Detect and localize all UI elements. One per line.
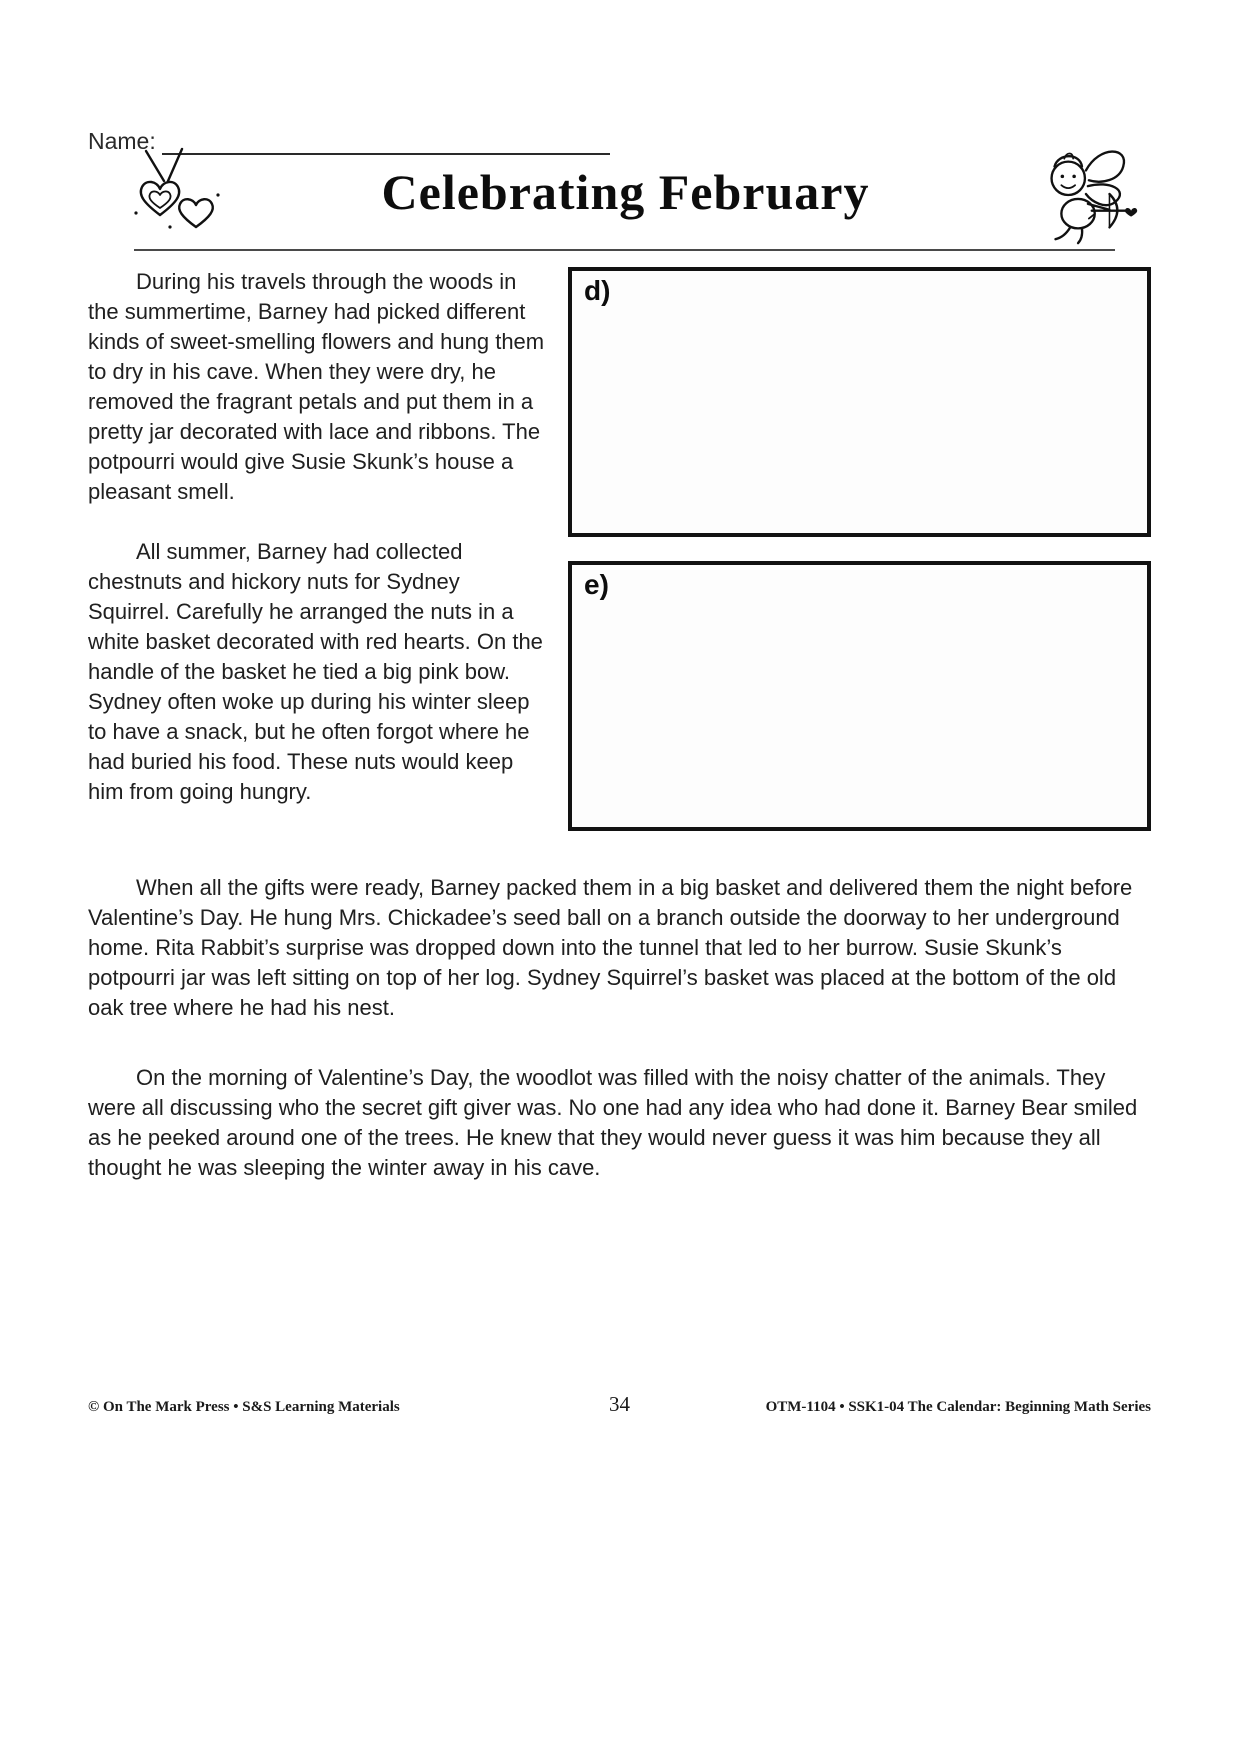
story-paragraph-4: On the morning of Valentine’s Day, the woodlot was filled with the noisy chatter of the animals. They were all discussing who the secret gift giver was. No one had any idea who had done it. Barney Bear smiled as he peeked around one of the trees. He knew that they would never guess it was him because they all thought he was sleeping the winter away in his cave. [88, 1065, 1138, 1180]
story-paragraph-2: All summer, Barney had collected chestnuts and hickory nuts for Sydney Squirrel. Carefully he arranged the nuts in a white basket decorated with red hearts. On the handle of the basket he tied a big pink bow. Sydney often woke up during his winter sleep to have a snack, but he often forgot where he had buried his food. These nuts would keep him from going hungry. [88, 539, 543, 804]
heart-locket-icon [122, 147, 234, 243]
title-row [88, 141, 1151, 249]
story-paragraph-1: During his travels through the woods in the summertime, Barney had picked different kinds of sweet-smelling flowers and hung them to dry in his cave. When they were dry, he removed the fragrant petals and put them in a pretty jar decorated with lace and ribbons. The potpourri would give Susie Skunk’s house a pleasant smell. [88, 269, 545, 504]
page-footer [88, 1392, 1151, 1417]
footer-copyright: © On The Mark Press • S&S Learning Materials [88, 1399, 400, 1415]
answer-box-column [568, 267, 1151, 831]
story-paragraph-3: When all the gifts were ready, Barney packed them in a big basket and delivered them the night before Valentine’s Day. He hung Mrs. Chickadee’s seed ball on a branch outside the doorway to her underground home. Rita Rabbit’s surprise was dropped down into the tunnel that led to her burrow. Susie Skunk’s potpourri jar was left sitting on top of her log. Sydney Squirrel’s basket was placed at the bottom of the old oak tree where he had his nest. [88, 875, 1133, 1020]
answer-box-e-label: e) [584, 569, 609, 600]
answer-box-d-label: d) [584, 275, 611, 306]
name-label: Name: [88, 128, 156, 154]
footer-code: OTM-1104 • SSK1-04 The Calendar: Beginning Math Series [765, 1399, 1151, 1415]
story-text-column [88, 267, 546, 831]
title-underline [134, 249, 1115, 251]
page-number: 34 [609, 1392, 630, 1416]
story-columns [88, 267, 1151, 831]
cupid-icon [1017, 141, 1145, 249]
page-title: Celebrating February [381, 164, 870, 220]
answer-box-d [568, 267, 1151, 537]
answer-box-e [568, 561, 1151, 831]
